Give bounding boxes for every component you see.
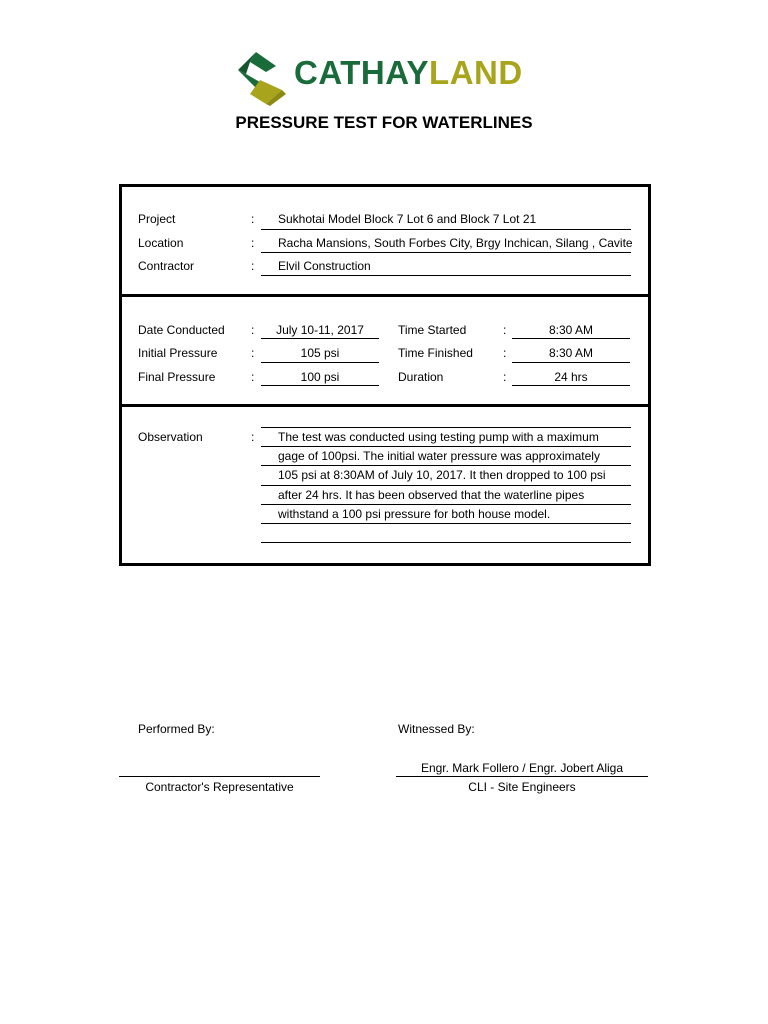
- observation-rule: [261, 465, 631, 466]
- observation-rule: [261, 485, 631, 486]
- logo-wordmark-part1: CATHAY: [294, 54, 430, 91]
- performed-by-signature-line: [119, 776, 320, 777]
- colon: :: [251, 259, 255, 273]
- observation-rule: [261, 427, 631, 428]
- colon: :: [251, 212, 255, 226]
- project-label: Project: [138, 212, 176, 226]
- witnessed-by-signature-line: [396, 776, 648, 777]
- contractor-label: Contractor: [138, 259, 195, 273]
- colon: :: [503, 370, 507, 384]
- colon: :: [251, 236, 255, 250]
- time-finished-label: Time Finished: [398, 346, 473, 360]
- duration-underline: [512, 385, 630, 386]
- observation-line: The test was conducted using testing pump with a maximum: [278, 430, 599, 444]
- contractor-value: Elvil Construction: [278, 259, 371, 273]
- observation-rule: [261, 446, 631, 447]
- final-pressure-value: 100 psi: [300, 370, 340, 384]
- contractor-underline: [261, 275, 631, 276]
- witnessed-by-role: CLI - Site Engineers: [468, 780, 576, 794]
- observation-line: withstand a 100 psi pressure for both house model.: [278, 507, 551, 521]
- final-pressure-label: Final Pressure: [138, 370, 216, 384]
- section-divider: [119, 294, 651, 297]
- section-divider: [119, 404, 651, 407]
- time-finished-value: 8:30 AM: [548, 346, 594, 360]
- initial-pressure-underline: [261, 362, 379, 363]
- observation-line: after 24 hrs. It has been observed that the waterline pipes: [278, 488, 585, 502]
- initial-pressure-value: 105 psi: [300, 346, 340, 360]
- observation-rule: [261, 542, 631, 543]
- location-label: Location: [138, 236, 184, 250]
- observation-rule: [261, 504, 631, 505]
- date-conducted-underline: [261, 338, 379, 339]
- witnessed-by-label: Witnessed By:: [398, 722, 475, 736]
- performed-by-label: Performed By:: [138, 722, 215, 736]
- time-started-value: 8:30 AM: [548, 323, 594, 337]
- observation-line: gage of 100psi. The initial water pressure was approximately: [278, 449, 600, 463]
- colon: :: [503, 346, 507, 360]
- time-started-underline: [512, 338, 630, 339]
- project-underline: [261, 229, 631, 230]
- logo-wordmark: [294, 54, 523, 92]
- time-started-label: Time Started: [398, 323, 467, 337]
- location-underline: [261, 252, 631, 253]
- final-pressure-underline: [261, 385, 379, 386]
- cathayland-logo-icon: [236, 50, 288, 106]
- performed-by-role: Contractor's Representative: [145, 780, 294, 794]
- colon: :: [251, 346, 255, 360]
- logo-wordmark-part2: LAND: [429, 54, 523, 91]
- witnessed-by-names: Engr. Mark Follero / Engr. Jobert Aliga: [420, 761, 624, 775]
- colon: :: [251, 430, 255, 444]
- initial-pressure-label: Initial Pressure: [138, 346, 218, 360]
- time-finished-underline: [512, 362, 630, 363]
- observation-rule: [261, 523, 631, 524]
- colon: :: [251, 370, 255, 384]
- observation-label: Observation: [138, 430, 203, 444]
- date-conducted-value: July 10-11, 2017: [276, 323, 364, 337]
- project-value: Sukhotai Model Block 7 Lot 6 and Block 7 Lot 21: [278, 212, 537, 226]
- date-conducted-label: Date Conducted: [138, 323, 225, 337]
- duration-label: Duration: [398, 370, 444, 384]
- location-value: Racha Mansions, South Forbes City, Brgy Inchican, Silang , Cavite: [278, 236, 633, 250]
- colon: :: [251, 323, 255, 337]
- observation-line: 105 psi at 8:30AM of July 10, 2017. It then dropped to 100 psi: [278, 468, 606, 482]
- colon: :: [503, 323, 507, 337]
- cathayland-logo: [236, 50, 546, 106]
- page-title: PRESSURE TEST FOR WATERLINES: [235, 113, 533, 132]
- duration-value: 24 hrs: [554, 370, 588, 384]
